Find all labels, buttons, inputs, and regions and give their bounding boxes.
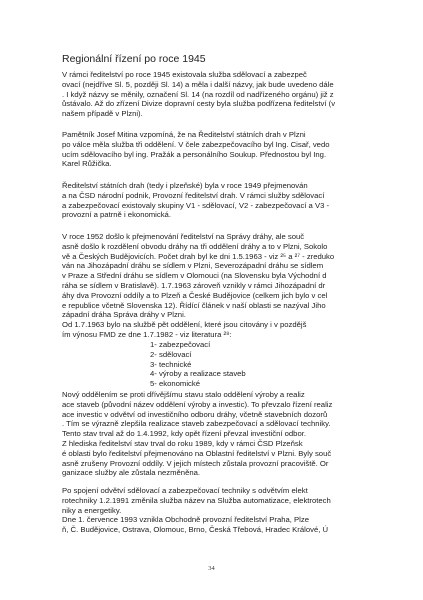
department-list xyxy=(150,340,246,389)
paragraph-2 xyxy=(62,130,367,169)
text-line: ůstávalo. Až do zřízení Divize dopravní cesty byla služba podřízena ředitelství (v xyxy=(62,99,336,109)
text-line: áhy dva Provozní oddíly a to Plzeň a České Budějovice (celkem jich bylo v cel xyxy=(62,290,328,300)
text-line: západní dráha Správa dráhy v Plzni. xyxy=(62,310,186,320)
text-line: a na ČSD národní podnik, Provozní ředitelství drah. V rámci služby sdělovací xyxy=(62,190,325,200)
text-line: ráha se sídlem v Bratislavě). 1.7.1963 zároveň vznikly v rámci Jihozápadní dr xyxy=(62,280,326,290)
text-line: Karel Růžička. xyxy=(62,159,112,169)
paragraph-5 xyxy=(62,390,367,478)
text-line: . I když názvy se měnily, označení Sl. 14 (na rozdíl od nadřízeného orgánu) již z xyxy=(62,89,334,99)
text-line: Z hlediska ředitelství stav trval do roku 1989, kdy v rámci ČSD Plzeňsk xyxy=(62,438,303,448)
text-line: ucím sdělovacího byl ing. Pražák a personálního Soukup. Přednostou byl Ing. xyxy=(62,149,327,159)
text-line: provozní a patrně i ekonomická. xyxy=(62,210,171,220)
text-line: Po spojení odvětví sdělovací a zabezpečovací techniky s odvětvím elekt xyxy=(62,486,308,495)
paragraph-4 xyxy=(62,232,367,340)
paragraph-6 xyxy=(62,486,367,535)
list-item: 5- ekonomické xyxy=(150,379,200,389)
text-line: ím výnosu FMD ze dne 1.7.1982 - viz literatura ²⁸: xyxy=(62,329,232,339)
text-line: ň, Č. Budějovice, Ostrava, Olomouc, Brno, Česká Třebová, Hradec Králové, Ú xyxy=(62,525,329,535)
text-line: Tento stav trval až do 1.4.1992, kdy opět řízení převzal investiční odbor. xyxy=(62,429,307,439)
page-number: 34 xyxy=(208,565,215,572)
text-line: Nový oddělením se proti dřívějšímu stavu stalo oddělení výroby a realiz xyxy=(62,390,305,399)
paragraph-3 xyxy=(62,181,367,220)
text-line: v Praze a Střední dráhu se sídlem v Olomouci (na Slovensku byla Východní d xyxy=(62,271,327,281)
paragraph-1 xyxy=(62,70,367,119)
text-line: rotechniky 1.2.1991 změnila služba název na Služba automatizace, elektrotech xyxy=(62,495,331,505)
text-line: Pamětník Josef Mitina vzpomíná, že na Ředitelství státních drah v Plzni xyxy=(62,130,306,139)
text-line: asně zrušeny Provozní oddíly. V jejich místech zůstala provozní pracoviště. Or xyxy=(62,458,329,468)
text-line: é oblasti bylo ředitelství přejmenováno na Oblastní ředitelství v Plzni. Byly souč xyxy=(62,448,332,458)
text-line: Ředitelství státních drah (tedy i plzeňské) byla v roce 1949 přejmenován xyxy=(62,181,308,190)
text-line: po válce měla služba tři oddělení. V čele zabezpečovacího byl Ing. Cisař, vedo xyxy=(62,139,330,149)
text-line: asně došlo k rozdělení obvodu dráhy na tři oddělení dráhy a to v Plzni, Sokolo xyxy=(62,241,328,251)
text-line: . Tím se výrazně zlepšila realizace staveb zabezpečovací a sdělovací techniky. xyxy=(62,419,331,429)
text-line: vě a Českých Budějovicích. Počet drah byl ke dni 1.5.1963 - viz ²⁵ a ²⁷ - zreduko xyxy=(62,251,335,261)
text-line: V rámci ředitelství po roce 1945 existovala služba sdělovací a zabezpeč xyxy=(62,70,307,79)
list-item: 2- sdělovací xyxy=(150,349,192,359)
section-title: Regionální řízení po roce 1945 xyxy=(62,53,206,65)
text-line: niky a energetiky. xyxy=(62,505,122,515)
text-line: ace investic v odvětví od investičního odboru dráhy, včetně stavebních dozorů xyxy=(62,409,328,419)
text-line: e republice včetně Slovenska 12). Řídící článek v naší oblasti se nazýval Jiho xyxy=(62,300,326,310)
text-line: a zabezpečovací existovaly skupiny V1 - sdělovací, V2 - zabezpečovací a V3 - xyxy=(62,200,330,210)
list-item: 1- zabezpečovací xyxy=(150,340,211,349)
list-item: 3- technické xyxy=(150,359,192,369)
text-line: Od 1.7.1963 bylo na službě pět oddělení, které jsou citovány i v pozdějš xyxy=(62,320,307,330)
text-line: V roce 1952 došlo k přejmenování ředitelství na Správy dráhy, ale souč xyxy=(62,232,305,241)
text-line: ovací (nejdříve Sl. 5, později Sl. 14) a měla i další názvy, jak bude uvedeno dále xyxy=(62,79,334,89)
list-item: 4- výroby a realizace staveb xyxy=(150,369,246,379)
text-line: ván na Jihozápadní dráhu se sídlem v Plzni, Severozápadní dráhu se sídlem xyxy=(62,261,324,271)
text-line: ace staveb (původní název oddělení výroby a investic). To převzalo řízení realiz xyxy=(62,399,333,409)
text-line: našem případě v Plzni). xyxy=(62,109,143,119)
text-line: Dne 1. července 1993 vznikla Obchodně provozní ředitelství Praha, Plze xyxy=(62,515,309,525)
text-line: ganizace služby ale zůstala nezměněna. xyxy=(62,468,201,478)
